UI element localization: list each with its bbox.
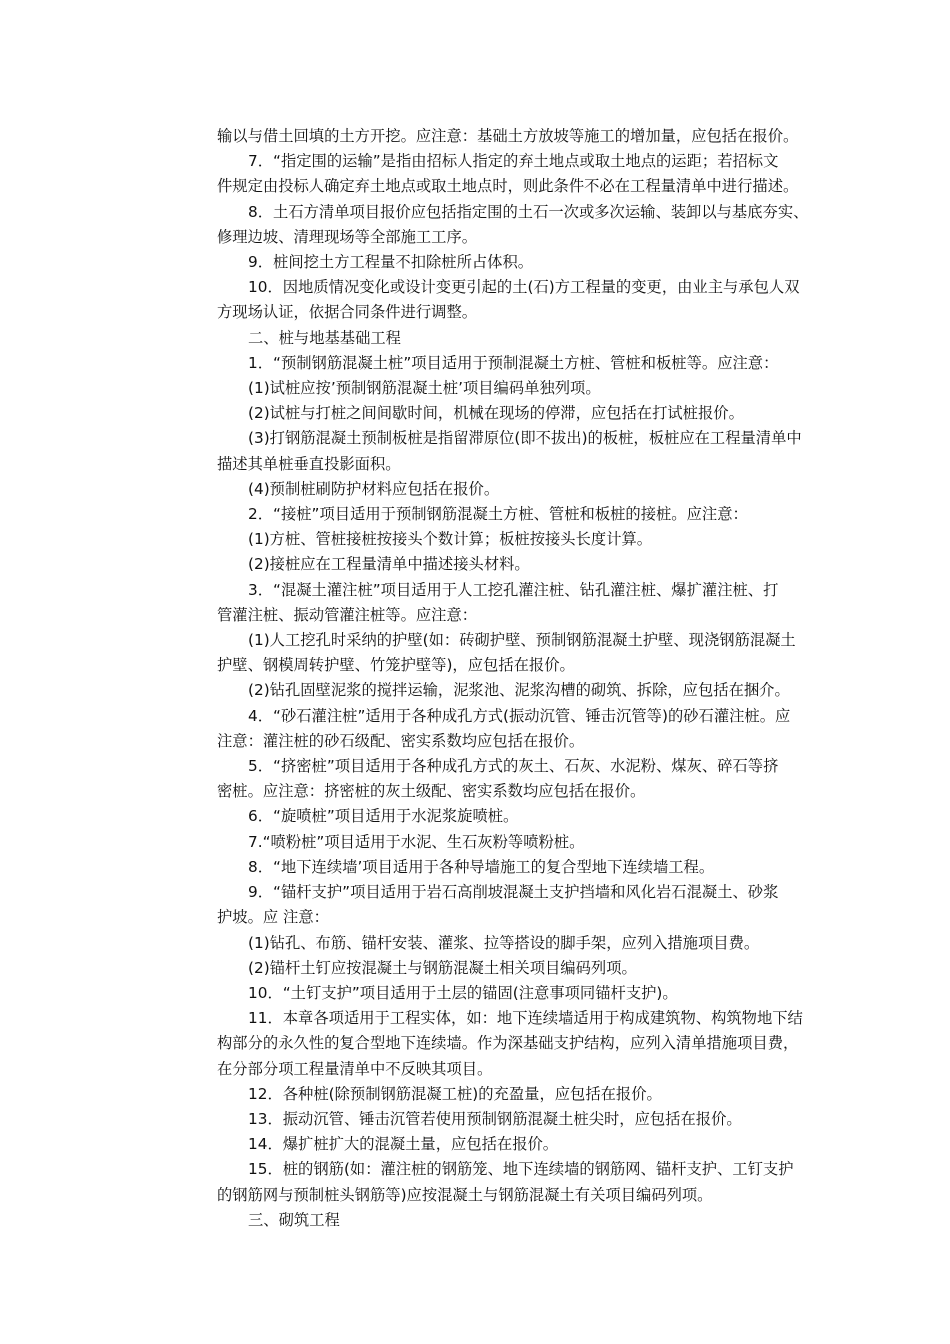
section-heading: 三、砌筑工程 [248,1210,340,1229]
text-line: 8．土石方清单项目报价应包括指定围的土石一次或多次运输、装卸以与基底夯实、 [248,202,809,221]
text-line: 注意：灌注桩的砂石级配、密实系数均应包括在报价。 [217,731,585,750]
text-line: 5．“挤密桩”项目适用于各种成孔方式的灰土、石灰、水泥粉、煤灰、碎石等挤 [248,757,779,776]
text-line: 在分部分项工程量清单中不反映其项目。 [217,1059,493,1078]
text-line: 6．“旋喷桩”项目适用于水泥浆旋喷桩。 [248,807,519,826]
text-line: 13．振动沉管、锤击沉管若使用预制钢筋混凝土桩尖时，应包括在报价。 [248,1109,742,1128]
text-line: (2)锚杆土钉应按混凝土与钢筋混凝土相关项目编码列项。 [248,958,637,977]
text-line: 9．“锚杆支护”项目适用于岩石高削坡混凝土支护挡墙和风化岩石混凝土、砂浆 [248,883,779,902]
text-line: 12．各种桩(除预制钢筋混凝工桩)的充盈量，应包括在报价。 [248,1084,662,1103]
text-line: 15．桩的钢筋(如：灌注桩的钢筋笼、地下连续墙的钢筋网、锚杆支护、工钉支护 [248,1160,794,1179]
text-line: 7.“喷粉桩”项目适用于水泥、生石灰粉等喷粉桩。 [248,832,585,851]
text-line: (2)试桩与打桩之间间歇时间，机械在现场的停滞，应包括在打试桩报价。 [248,404,744,423]
text-line: 14．爆扩桩扩大的混凝土量，应包括在报价。 [248,1135,559,1154]
text-line: 的钢筋网与预制桩头钢筋等)应按混凝土与钢筋混凝土有关项目编码列项。 [217,1185,713,1204]
text-line: 管灌注桩、振动管灌注桩等。应注意： [217,605,478,624]
text-line: (1)人工挖孔时采纳的护壁(如：砖砌护壁、预制钢筋混凝土护壁、现浇钢筋混凝土 [248,631,796,650]
text-line: 10．“土钉支护”项目适用于土层的锚固(注意事项同锚杆支护)。 [248,983,678,1002]
text-line: 描述其单桩垂直投影面积。 [217,454,401,473]
text-line: (1)试桩应按’预制钢筋混凝土桩’项目编码单独列项。 [248,379,601,398]
text-line: 件规定由投标人确定弃土地点或取土地点时，则此条件不必在工程量清单中进行描述。 [217,177,799,196]
text-line: (4)预制桩刷防护材料应包括在报价。 [248,479,500,498]
text-line: 输以与借土回填的土方开挖。应注意：基础土方放坡等施工的增加量，应包括在报价。 [217,127,799,145]
text-line: 3．“混凝土灌注桩”项目适用于人工挖孔灌注桩、钻孔灌注桩、爆扩灌注桩、打 [248,580,779,599]
text-line: (3)打钢筋混凝土预制板桩是指留滞原位(即不拔出)的板桩，板桩应在工程量清单中 [248,429,802,448]
text-line: 护壁、钢模周转护壁、竹笼护壁等)，应包括在报价。 [217,656,575,675]
document-page [217,124,857,1233]
text-line: 8．“地下连续墙’项目适用于各种导墙施工的复合型地下连续墙工程。 [248,857,715,876]
text-line: 9．桩间挖土方工程量不扣除桩所占体积。 [248,253,534,272]
text-line: 4．“砂石灌注桩”适用于各种成孔方式(振动沉管、锤击沉管等)的砂石灌注桩。应 [248,706,791,725]
text-line: 10．因地质情况变化或设计变更引起的土(石)方工程量的变更，由业主与承包人双 [248,278,800,297]
text-line: 护坡。应 注意： [217,908,329,927]
text-line: (2)接桩应在工程量清单中描述接头材料。 [248,555,530,574]
text-line: 2．“接桩”项目适用于预制钢筋混凝土方桩、管桩和板桩的接桩。应注意： [248,505,748,524]
section-heading: 二、桩与地基基础工程 [248,328,401,347]
text-line: 修理边坡、清理现场等全部施工工序。 [217,227,478,246]
text-line: 1．“预制钢筋混凝土桩”项目适用于预制混凝土方桩、管桩和板桩等。应注意： [248,353,779,372]
text-line: 构部分的永久性的复合型地下连续墙。作为深基础支护结构，应列入清单措施项目费， [217,1034,799,1053]
text-line: 11．本章各项适用于工程实体，如：地下连续墙适用于构成建筑物、构筑物地下结 [248,1009,803,1028]
text-line: (1)方桩、管桩接桩按接头个数计算；板桩按接头长度计算。 [248,530,653,549]
text-line: 7．“指定围的运输”是指由招标人指定的弃土地点或取土地点的运距；若招标文 [248,152,779,171]
text-line: (2)钻孔固壁泥浆的搅拌运输，泥浆池、泥浆沟槽的砌筑、拆除，应包括在捆介。 [248,681,790,700]
text-line: 密桩。应注意：挤密桩的灰土级配、密实系数均应包括在报价。 [217,782,646,801]
text-line: 方现场认证，依据合同条件进行调整。 [217,303,478,322]
text-line: (1)钻孔、布筋、锚杆安装、灌浆、拉等搭设的脚手架，应列入措施项目费。 [248,933,760,952]
